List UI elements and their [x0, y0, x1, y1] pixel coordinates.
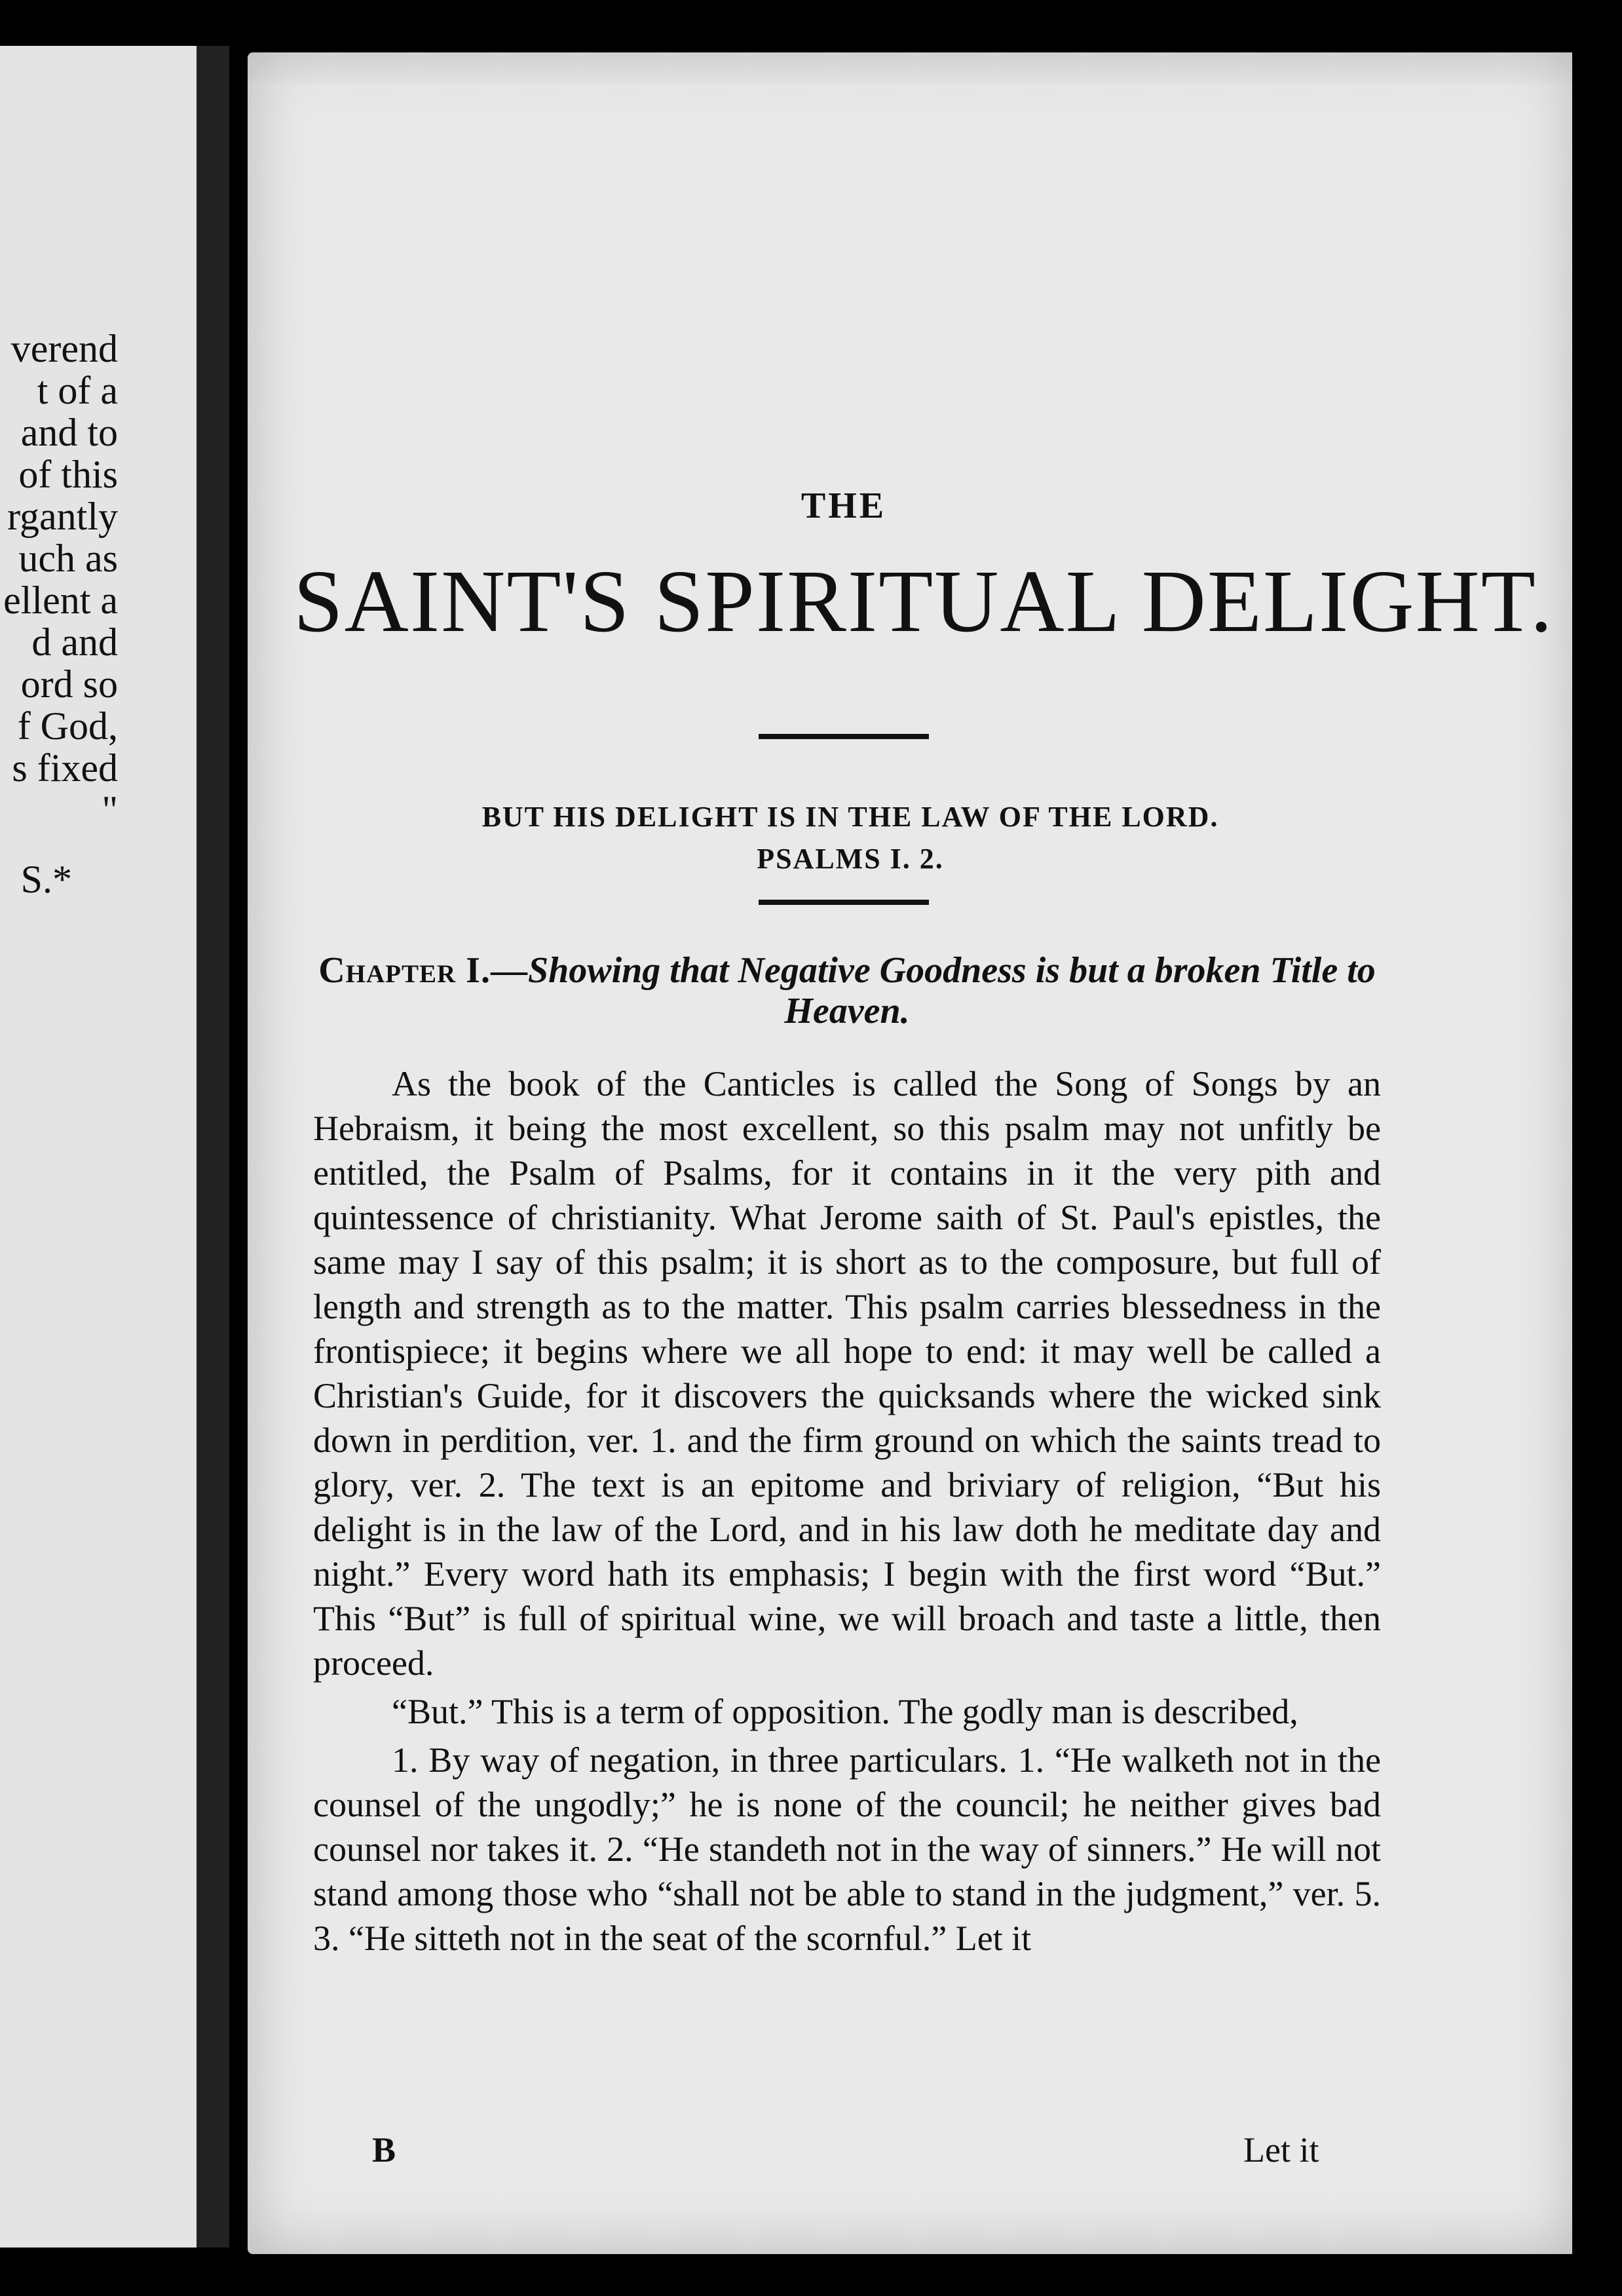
- facing-line: of this: [18, 453, 118, 496]
- facing-line: uch as: [18, 537, 118, 580]
- epigraph: [313, 796, 1387, 880]
- facing-line: ord so: [20, 662, 118, 706]
- facing-line: t of a: [37, 369, 118, 412]
- catchword: Let it: [1243, 2130, 1319, 2170]
- paragraph: As the book of the Canticles is called the Song of Songs by an Hebraism, it being the most excellent, so this psalm may not unfitly be entitled, the Psalm of Psalms, for it contains in it the very pith and quintessence of christianity. What Jerome saith of St. Paul's epistles, the same may I say of this psalm; it is short as to the composure, but full of length and strength as to the matter. This psalm carries blessedness in the frontispiece; it begins where we all hope to end: it may well be called a Christian's Guide, for it discovers the quicksands where the wicked sink down in perdition, ver. 1. and the firm ground on which the saints tread to glory, ver. 2. The text is an epitome and briviary of religion, “But his delight is in the law of the Lord, and in his law doth he meditate day and night.” Every word hath its emphasis; I begin with the first word “But.” This “But” is full of spiritual wine, we will broach and taste a little, then proceed.: [313, 1064, 1381, 1683]
- chapter-title: Showing that Negative Goodness is but a broken Title to Heaven.: [527, 950, 1376, 1031]
- paragraph: 1. By way of negation, in three particulars. 1. “He walketh not in the counsel of the ungodly;” he is none of the council; he neither gives bad counsel nor takes it. 2. “He standeth not in the way of sinners.” He will not stand among those who “shall not be able to stand in the judgment,” ver. 5. 3. “He sitteth not in the seat of the scornful.” Let it: [313, 1740, 1381, 1958]
- facing-line: ellent a: [3, 579, 118, 622]
- gutter: [197, 46, 229, 2248]
- scan-border: [1572, 0, 1622, 2296]
- facing-line: f God,: [17, 704, 118, 748]
- title-rule: [759, 734, 929, 739]
- book-page: [248, 52, 1577, 2254]
- facing-line: d and: [31, 621, 118, 664]
- epigraph-quote: BUT HIS DELIGHT IS IN THE LAW OF THE LORD.: [481, 801, 1219, 833]
- epigraph-reference: PSALMS I. 2.: [757, 843, 944, 875]
- chapter-label: Chapter I.—: [318, 950, 528, 991]
- page-title: SAINT'S SPIRITUAL DELIGHT.: [293, 552, 1554, 651]
- facing-line: ": [102, 788, 118, 832]
- facing-line: s fixed: [12, 746, 118, 790]
- epigraph-rule: [759, 900, 929, 905]
- facing-page-text: [0, 328, 118, 831]
- paragraph: “But.” This is a term of opposition. The godly man is described,: [392, 1692, 1298, 1731]
- signature-mark: B: [372, 2130, 396, 2170]
- facing-line: verend: [10, 327, 118, 370]
- facing-page-marker: S.*: [20, 858, 72, 901]
- body-text: [313, 1062, 1381, 1961]
- facing-page-fragment: [0, 46, 197, 2248]
- chapter-heading: [313, 950, 1381, 1031]
- facing-line: and to: [20, 411, 118, 454]
- title-article: THE: [801, 486, 887, 526]
- facing-line: rgantly: [7, 495, 118, 538]
